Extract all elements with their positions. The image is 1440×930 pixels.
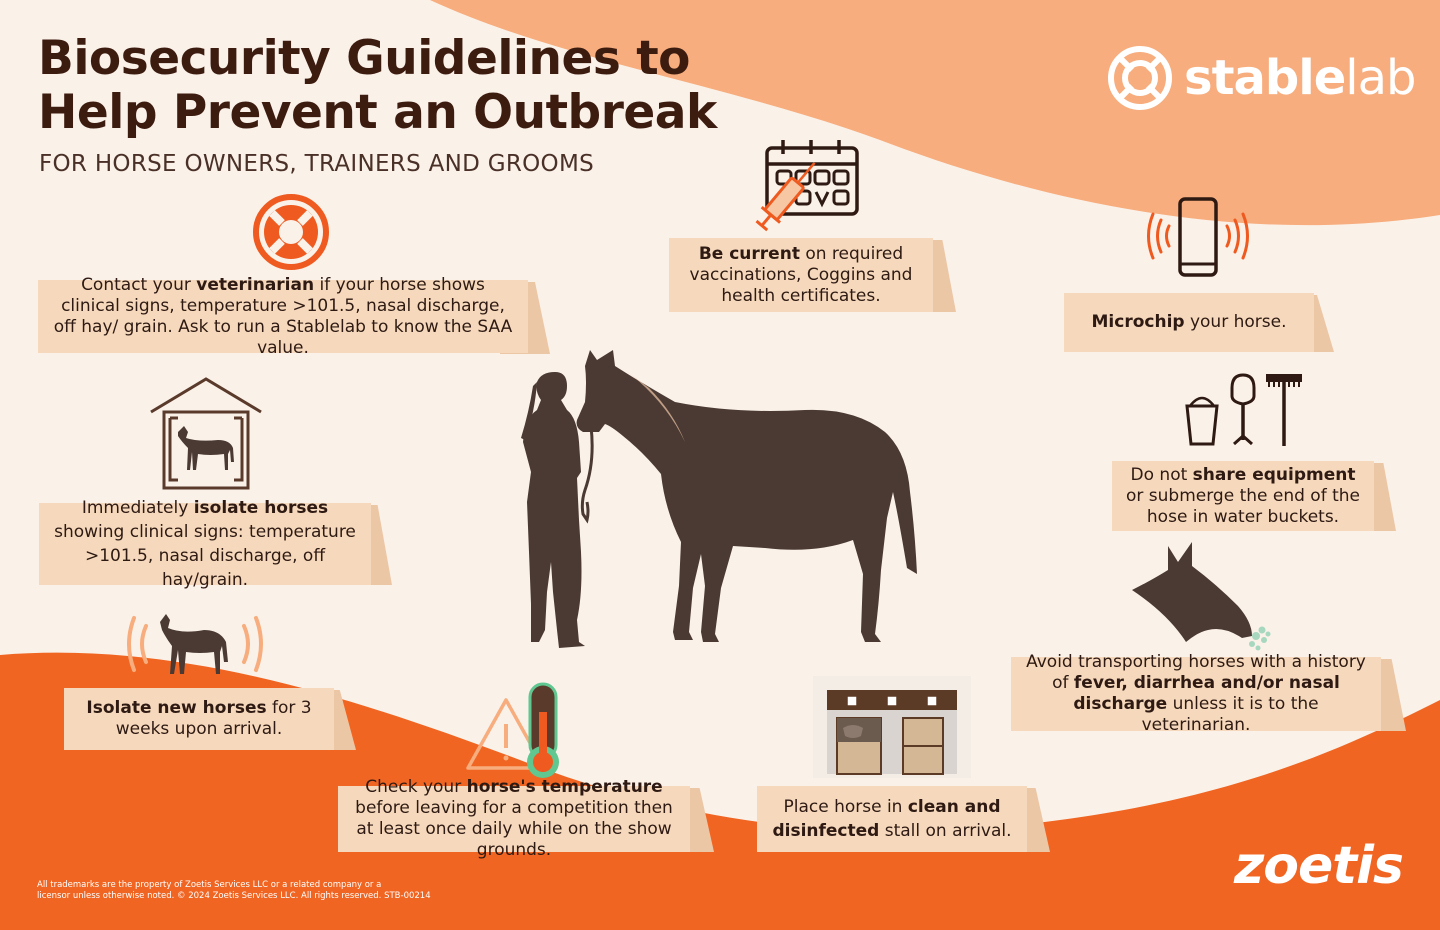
- stable-stall-icon: [813, 676, 971, 778]
- guideline-card-isolate-sick: [39, 498, 371, 590]
- guideline-text: Immediately isolate horses showing clinical signs: temperature >101.5, nasal discharge, off hay/grain.: [54, 498, 356, 590]
- page-title: [38, 32, 738, 140]
- guideline-text: Place horse in clean and disinfected stall on arrival.: [772, 797, 1012, 841]
- guideline-card-equipment: [1112, 461, 1374, 531]
- title-line-1: Biosecurity Guidelines to: [38, 31, 690, 86]
- legal-disclaimer: [37, 880, 457, 902]
- legal-line-1: All trademarks are the property of Zoetis Services LLC or a related company or a: [37, 880, 382, 890]
- guideline-text: Microchip your horse.: [1091, 312, 1287, 332]
- new-horse-icon: [116, 608, 274, 680]
- isolation-barn-icon: [148, 376, 264, 492]
- legal-line-2: licensor unless otherwise noted. © 2024 Zoetis Services LLC. All rights reserved. STB-00214: [37, 891, 431, 901]
- stablelab-wordmark: [1184, 50, 1416, 106]
- guideline-card-transport: [1011, 652, 1381, 735]
- guideline-text: Do not share equipment or submerge the end of the hose in water buckets.: [1126, 464, 1360, 527]
- stablelab-logo: [1106, 44, 1416, 112]
- stablelab-mark-icon: [1106, 44, 1174, 112]
- microchip-phone-icon: [1142, 196, 1254, 280]
- stablelab-word-stable: stable: [1184, 50, 1346, 106]
- equipment-tools-icon: [1182, 372, 1306, 450]
- guideline-card-temperature: [338, 777, 690, 860]
- zoetis-logo: zoetis: [1234, 836, 1403, 896]
- guideline-card-stall: [757, 786, 1027, 852]
- woman-with-horse-illustration: [515, 342, 925, 662]
- guideline-card-isolate-new: [64, 688, 334, 750]
- guideline-text: Contact your veterinarian if your horse shows clinical signs, temperature >101.5, nasal discharge, off hay/ grain. Ask to run a Stablelab to know the SAA value.: [53, 274, 513, 358]
- guideline-text: Isolate new horses for 3 weeks upon arrival.: [86, 698, 312, 739]
- thermometer-warning-icon: [464, 682, 566, 782]
- lifebuoy-icon: [252, 193, 330, 271]
- guideline-text: Be current on required vaccinations, Coggins and health certificates.: [689, 243, 913, 306]
- title-line-2: Help Prevent an Outbreak: [38, 85, 717, 140]
- stablelab-word-lab: lab: [1345, 50, 1416, 106]
- guideline-card-microchip: [1064, 293, 1314, 352]
- vaccination-calendar-icon: [745, 138, 863, 240]
- guideline-text: Check your horse's temperature before leaving for a competition then at least once daily while on the show grounds.: [355, 777, 673, 860]
- guideline-card-vaccinations: [669, 238, 933, 312]
- guideline-text: Avoid transporting horses with a history of fever, diarrhea and/or nasal discharge unless it is to the veterinarian.: [1026, 652, 1366, 735]
- page-subtitle: FOR HORSE OWNERS, TRAINERS AND GROOMS: [39, 151, 594, 177]
- horse-head-sneeze-icon: [1128, 540, 1274, 652]
- guideline-card-veterinarian: [38, 274, 528, 358]
